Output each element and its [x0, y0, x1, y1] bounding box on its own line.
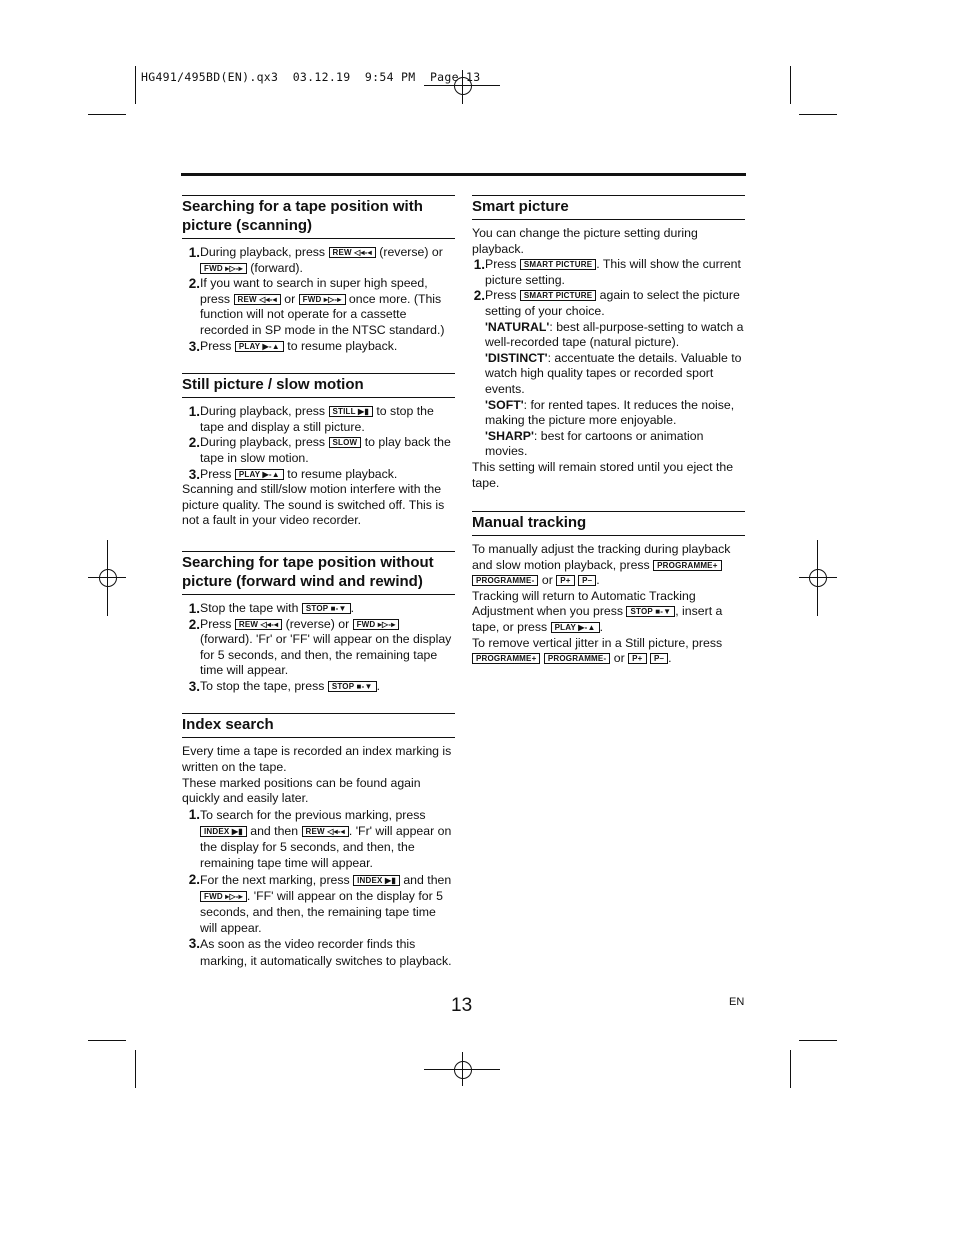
section-smart-picture — [472, 195, 745, 491]
programme-plus-button: PROGRAMME+ — [653, 560, 721, 571]
index-button: INDEX ▶▮ — [200, 826, 247, 837]
intro-text: These marked positions can be found again quickly and easily later. — [182, 775, 421, 806]
play-button: PLAY ▶-▲ — [235, 469, 284, 480]
fwd-button: FWD ▸▷-▸ — [353, 619, 400, 630]
section-title: Searching for a tape position with picture (scanning) — [182, 195, 455, 239]
play-button: PLAY ▶-▲ — [235, 341, 284, 352]
list-item: 1. Stop the tape with STOP ■-▼ . — [188, 600, 355, 616]
paragraph: Tracking will return to Automatic Tracking Adjustment when you press STOP ■-▼ , insert a tape, or press PLAY ▶-▲ . — [472, 588, 723, 635]
stop-button: STOP ■-▼ — [302, 603, 351, 614]
intro-text: Every time a tape is recorded an index marking is written on the tape. — [182, 744, 452, 775]
setting-soft: 'SOFT' — [485, 397, 524, 412]
section-title: Searching for tape position without picture (forward wind and rewind) — [182, 551, 455, 595]
rew-button: REW ◁◂-◂ — [329, 247, 376, 258]
fwd-button: FWD ▸▷-▸ — [200, 263, 247, 274]
stop-button: STOP ■-▼ — [328, 681, 377, 692]
section-still-picture — [182, 373, 455, 529]
still-button: STILL ▶▮ — [329, 406, 373, 417]
list-item: 3. To stop the tape, press STOP ■-▼ . — [188, 678, 380, 694]
list-item: 2. If you want to search in super high speed, press REW ◁◂-◂ or FWD ▸▷-▸ once more. (This function will not operate for a cassette recorded in SP mode in the NTSC standard.) — [188, 276, 445, 337]
programme-minus-button: PROGRAMME- — [472, 575, 538, 586]
language-code: EN — [729, 996, 745, 1008]
paragraph: To remove vertical jitter in a Still picture, press PROGRAMME+ PROGRAMME- or P+ P– . — [472, 635, 723, 666]
p-plus-button: P+ — [556, 575, 574, 586]
intro-text: You can change the picture setting during playback. — [472, 226, 698, 256]
smart-picture-button: SMART PICTURE — [520, 259, 596, 270]
section-wind-rewind — [182, 551, 455, 695]
paragraph: To manually adjust the tracking during playback and slow motion playback, press PROGRAMME+ PROGRAMME- or P+ P– . — [472, 542, 731, 588]
index-button: INDEX ▶▮ — [353, 875, 400, 886]
fwd-button: FWD ▸▷-▸ — [200, 891, 247, 902]
page-number: 13 — [451, 995, 473, 1016]
list-item: 1. To search for the previous marking, press INDEX ▶▮ and then REW ◁◂-◂ . 'Fr' will appear on the display for 5 seconds, and then, the remaining tape time will appear. — [188, 806, 452, 871]
section-title: Still picture / slow motion — [182, 373, 455, 398]
fwd-button: FWD ▸▷-▸ — [299, 294, 346, 305]
list-item: 3. As soon as the video recorder finds this marking, it automatically switches to playback. — [188, 936, 452, 968]
rew-button: REW ◁◂-◂ — [302, 826, 349, 837]
rew-button: REW ◁◂-◂ — [235, 619, 282, 630]
programme-minus-button: PROGRAMME- — [544, 653, 610, 664]
list-item: 2. Press SMART PICTURE again to select the picture setting of your choice. 'NATURAL': best all-purpose-setting to watch a well-recorded tape (natural picture). 'DISTINCT': accentuate the details. Valuable to watch high quality tapes or recorded sport events. 'SOFT': for rented tapes. It reduces the noise, making the picture more enjoyable. 'SHARP': best for cartoons or animation movies. — [473, 288, 744, 459]
list-item: 3. Press PLAY ▶-▲ to resume playback. — [188, 466, 398, 482]
print-slug: HG491/495BD(EN).qx3 03.12.19 9:54 PM Page 13 — [141, 70, 481, 84]
slow-button: SLOW — [329, 437, 362, 448]
setting-distinct: 'DISTINCT' — [485, 350, 548, 365]
list-item: 3. Press PLAY ▶-▲ to resume playback. — [188, 338, 398, 354]
list-item: 2. During playback, press SLOW to play back the tape in slow motion. — [188, 435, 451, 465]
top-rule — [181, 173, 746, 176]
outro-text: This setting will remain stored until you eject the tape. — [472, 459, 734, 490]
smart-picture-button: SMART PICTURE — [520, 290, 596, 301]
list-item: 1. Press SMART PICTURE . This will show the current picture setting. — [473, 257, 741, 287]
stop-button: STOP ■-▼ — [626, 606, 675, 617]
setting-sharp: 'SHARP' — [485, 428, 534, 443]
p-minus-button: P– — [578, 575, 596, 586]
left-column — [182, 195, 455, 969]
list-item: 1. During playback, press STILL ▶▮ to stop the tape and display a still picture. — [188, 404, 434, 434]
list-item: 2. For the next marking, press INDEX ▶▮ and then FWD ▸▷-▸ . 'FF' will appear on the display for 5 seconds, and then, the remaining tape time will appear. — [188, 871, 452, 936]
section-title: Manual tracking — [472, 511, 745, 536]
section-scanning — [182, 195, 455, 354]
p-minus-button: P– — [650, 653, 668, 664]
p-plus-button: P+ — [628, 653, 646, 664]
right-column — [472, 195, 745, 667]
section-manual-tracking — [472, 511, 745, 667]
setting-natural: 'NATURAL' — [485, 319, 550, 334]
programme-plus-button: PROGRAMME+ — [472, 653, 540, 664]
list-item: 1. During playback, press REW ◁◂-◂ (reverse) or FWD ▸▷-▸ (forward). — [188, 245, 443, 275]
section-index-search — [182, 713, 455, 968]
section-title: Index search — [182, 713, 455, 738]
list-item: 2. Press REW ◁◂-◂ (reverse) or FWD ▸▷-▸ (forward). 'Fr' or 'FF' will appear on the display for 5 seconds, and then, the remaining tape time will appear. — [188, 616, 452, 678]
rew-button: REW ◁◂-◂ — [234, 294, 281, 305]
section-title: Smart picture — [472, 195, 745, 220]
play-button: PLAY ▶-▲ — [551, 622, 600, 633]
note-text: Scanning and still/slow motion interfere with the picture quality. The sound is switched off. This is not a fault in your video recorder. — [182, 482, 445, 528]
